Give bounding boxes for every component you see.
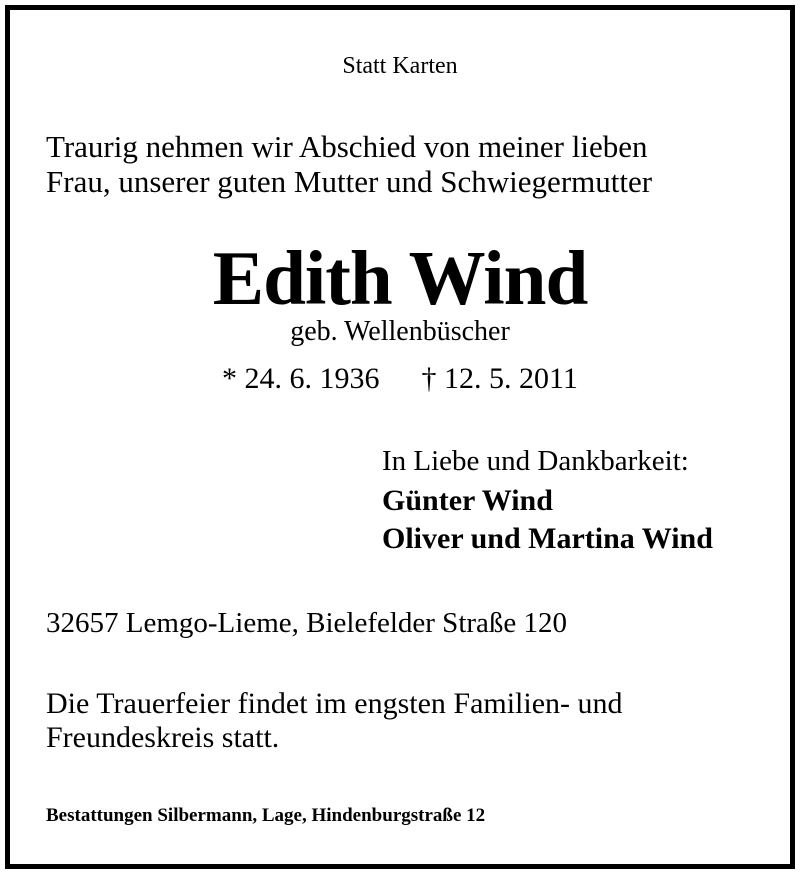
funeral-notice-line-1: Die Trauerfeier findet im engsten Familien- und (46, 687, 623, 720)
funeral-notice-line-2: Freundeskreis statt. (46, 721, 280, 754)
life-dates (0, 364, 800, 394)
intro-line-1: Traurig nehmen wir Abschied von meiner lieben (46, 129, 648, 164)
deceased-name: Edith Wind (212, 235, 588, 321)
birth-date: * 24. 6. 1936 (222, 362, 380, 395)
header-text: Statt Karten (342, 53, 458, 79)
signoff-label: In Liebe und Dankbarkeit: (382, 445, 689, 477)
intro-line-2: Frau, unserer guten Mutter und Schwiegermutter (46, 164, 653, 199)
signer-name: Oliver und Martina Wind (382, 522, 713, 555)
death-date: † 12. 5. 2011 (421, 362, 578, 395)
signer-name: Günter Wind (382, 484, 553, 517)
undertaker-info: Bestattungen Silbermann, Lage, Hindenburgstraße 12 (46, 805, 486, 826)
maiden-name: geb. Wellenbüscher (290, 316, 510, 347)
family-address: 32657 Lemgo-Lieme, Bielefelder Straße 120 (46, 607, 568, 639)
